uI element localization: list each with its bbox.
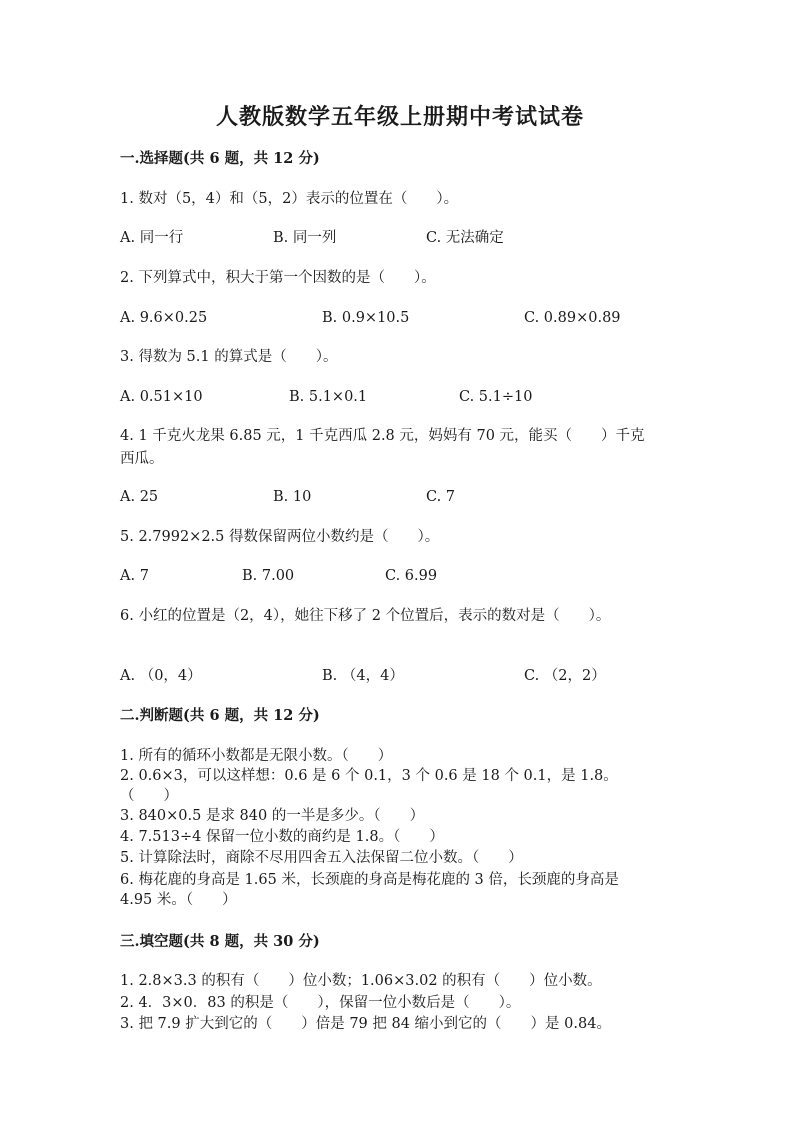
question-text-continued: 西瓜。 [120,451,164,467]
statement-line: 4. 7.513÷4 保留一位小数的商约是 1.8。（ ） [120,829,444,845]
statement-line: 1. 所有的循环小数都是无限小数。（ ） [120,748,393,764]
question-text: 4. 1 千克火龙果 6.85 元，1 千克西瓜 2.8 元，妈妈有 70 元，能买（ ）千克 [120,428,645,444]
option-b: B. 7.00 [242,568,295,584]
statement-line: 5. 计算除法时，商除不尽用四舍五入法保留二位小数。（ ） [120,850,523,866]
option-a: A. 7 [120,568,149,584]
question-text: 6. 小红的位置是（2，4），她往下移了 2 个位置后，表示的数对是（ ）。 [120,608,611,624]
section-heading-fill-blank: 三.填空题(共 8 题，共 30 分) [120,933,320,950]
option-b: B. 0.9×10.5 [322,310,410,326]
fill-blank-line: 2. 4．3×0．83 的积是（ ），保留一位小数后是（ ）。 [120,995,521,1011]
option-c: C. 7 [426,489,456,505]
option-a: A. 0.51×10 [120,389,203,405]
question-text: 5. 2.7992×2.5 得数保留两位小数约是（ ）。 [120,529,440,545]
fill-blank-line: 3. 把 7.9 扩大到它的（ ）倍是 79 把 84 缩小到它的（ ）是 0.84。 [120,1016,611,1032]
option-a: A. 同一行 [120,230,184,246]
statement-line: 4.95 米。（ ） [120,892,237,908]
option-c: C. 6.99 [385,568,438,584]
option-a: A. 9.6×0.25 [120,310,208,326]
question-text: 2. 下列算式中，积大于第一个因数的是（ ）。 [120,270,436,286]
option-c: C. 0.89×0.89 [524,310,621,326]
section-heading-choice: 一.选择题(共 6 题，共 12 分) [120,150,320,167]
option-b: B. （4，4） [322,668,404,684]
statement-line: （ ） [120,788,178,804]
option-b: B. 10 [273,489,312,505]
statement-line: 6. 梅花鹿的身高是 1.65 米，长颈鹿的身高是梅花鹿的 3 倍，长颈鹿的身高是 [120,872,619,888]
option-c: C. 无法确定 [426,230,504,246]
statement-line: 3. 840×0.5 是求 840 的一半是多少。（ ） [120,808,425,824]
option-c: C. 5.1÷10 [459,389,533,405]
option-a: A. 25 [120,489,159,505]
option-a: A. （0，4） [120,668,202,684]
option-b: B. 同一列 [273,230,337,246]
question-text: 1. 数对（5，4）和（5，2）表示的位置在（ ）。 [120,191,459,207]
option-c: C. （2，2） [524,668,606,684]
question-text: 3. 得数为 5.1 的算式是（ ）。 [120,349,338,365]
page-title: 人教版数学五年级上册期中考试试卷 [215,104,584,130]
option-b: B. 5.1×0.1 [289,389,368,405]
fill-blank-line: 1. 2.8×3.3 的积有（ ）位小数；1.06×3.02 的积有（ ）位小数。 [120,973,602,989]
statement-line: 2. 0.6×3，可以这样想：0.6 是 6 个 0.1，3 个 0.6 是 18 个 0.1，是 1.8。 [120,768,618,784]
section-heading-true-false: 二.判断题(共 6 题，共 12 分) [120,707,320,724]
